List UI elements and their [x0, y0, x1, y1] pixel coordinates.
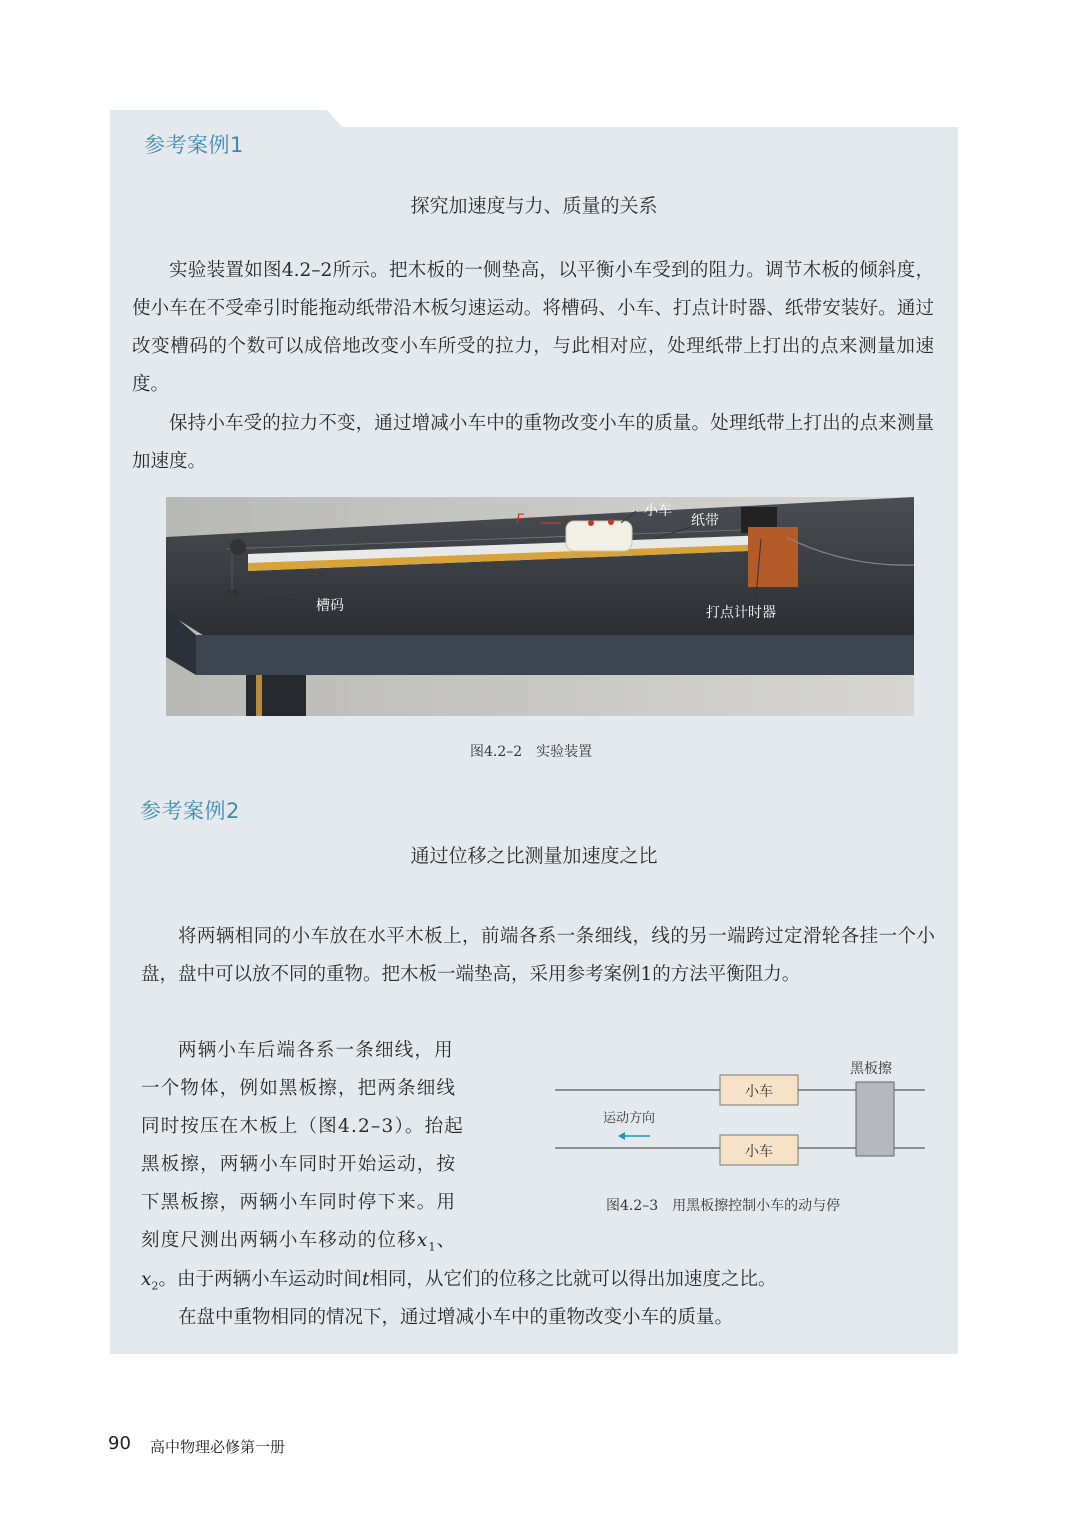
var-x1: x	[416, 1230, 429, 1251]
p2-line-2: 一个物体，例如黑板擦，把两条细线	[141, 1078, 457, 1099]
case2-paragraph-2	[141, 1032, 509, 1267]
p2-line-4: 黑板擦，两辆小车同时开始运动，按	[141, 1154, 457, 1175]
case2-label: 参考案例2	[140, 799, 240, 823]
p2-line-1: 两辆小车后端各系一条细线，用	[178, 1040, 454, 1061]
p2-line-6-text: 刻度尺测出两辆小车移动的位移	[141, 1230, 417, 1251]
figure-4-2-2-caption: 图4.2–2 实验装置	[470, 744, 593, 760]
var-x2-sub: 2	[151, 1279, 159, 1293]
eraser-diagram	[550, 1050, 930, 1170]
p2-line-7-b: 相同，从它们的位移之比就可以得出加速度之比。	[369, 1269, 777, 1290]
direction-arrow-icon	[618, 1132, 625, 1140]
label-timer: 打点计时器	[706, 605, 776, 621]
p2-line-3: 同时按压在木板上（图4.2–3）。抬起	[141, 1116, 464, 1137]
page-number: 90	[108, 1433, 131, 1454]
p2-line-5: 下黑板擦，两辆小车同时停下来。用	[141, 1192, 457, 1213]
case2-paragraph-3: 在盘中重物相同的情况下，通过增减小车中的重物改变小车的质量。	[178, 1307, 734, 1328]
var-x2: x	[141, 1269, 152, 1290]
diagram-eraser-label: 黑板擦	[850, 1061, 892, 1077]
case1-paragraph-2: 保持小车受的拉力不变，通过增减小车中的重物改变小车的质量。处理纸带上打出的点来测量加速度。	[132, 413, 934, 472]
var-t: t	[361, 1269, 370, 1290]
label-cart: 小车	[644, 503, 672, 519]
p2-line-6-punct: 、	[436, 1230, 457, 1251]
label-force-F: F	[516, 512, 525, 528]
case2-paragraph-1: 将两辆相同的小车放在水平木板上，前端各系一条细线，线的另一端跨过定滑轮各挂一个小盘，盘中可以放不同的重物。把木板一端垫高，采用参考案例1的方法平衡阻力。	[141, 926, 935, 985]
experiment-setup-photo	[166, 497, 914, 716]
figure-4-2-3-caption: 图4.2–3 用黑板擦控制小车的动与停	[606, 1198, 841, 1214]
diagram-cart-top-label: 小车	[745, 1084, 773, 1100]
eraser	[856, 1082, 894, 1156]
p2-line-6	[141, 1222, 509, 1267]
diagram-cart-bottom-label: 小车	[745, 1144, 773, 1160]
cart	[566, 521, 632, 551]
var-x1-sub: 1	[428, 1240, 437, 1254]
case2-title: 通过位移之比测量加速度之比	[410, 845, 658, 867]
book-title: 高中物理必修第一册	[150, 1438, 286, 1456]
diagram-direction-label: 运动方向	[603, 1111, 656, 1126]
p2-line-7-a: 。由于两辆小车运动时间	[158, 1269, 362, 1290]
label-weights: 槽码	[316, 598, 344, 614]
case1-label: 参考案例1	[144, 133, 244, 157]
case1-paragraph-1: 实验装置如图4.2–2所示。把木板的一侧垫高，以平衡小车受到的阻力。调节木板的倾斜度，使小车在不受牵引时能拖动纸带沿木板匀速运动。将槽码、小车、打点计时器、纸带安装好。通过改变槽码的个数可以成倍地改变小车所受的拉力，与此相对应，处理纸带上打出的点来测量加速度。	[132, 260, 934, 395]
label-tape: 纸带	[691, 513, 719, 529]
case1-title: 探究加速度与力、质量的关系	[410, 195, 658, 217]
